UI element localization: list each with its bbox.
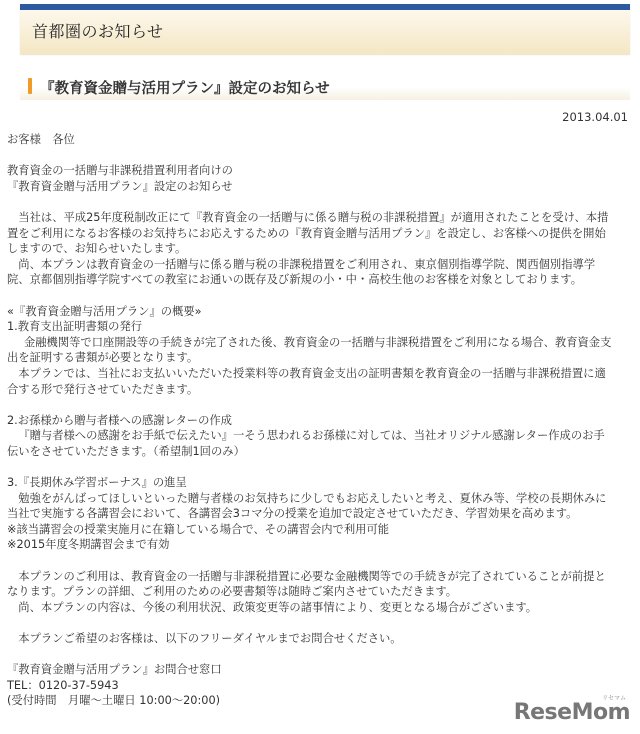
intro-line-1: 教育資金の一括贈与非課税措置利用者向けの bbox=[7, 164, 233, 178]
salutation: お客様 各位 bbox=[7, 133, 75, 146]
overview-title: «『教育資金贈与活用プラン』の概要» bbox=[7, 304, 202, 318]
watermark-ruby: リセマム bbox=[602, 695, 626, 702]
article-body bbox=[7, 132, 613, 709]
section-header bbox=[20, 4, 630, 54]
item-1-paragraph-1: 金融機関等で口座開設等の手続きが完了された後、教育資金の一括贈与非課税措置をご利用になる場合、教育資金支出を証明する書類が必要となります。 bbox=[7, 335, 612, 365]
item-1-paragraph-2: 本プランでは、当社にお支払いいただいた授業料等の教育資金支出の証明書類を教育資金の一括贈与非課税措置に適合する形で発行させていただきます。 bbox=[7, 366, 606, 396]
article-heading bbox=[20, 70, 630, 100]
item-2-title: 2.お孫様から贈与者様への感謝レターの作成 bbox=[7, 413, 232, 427]
contact-title: 『教育資金贈与活用プラン』お問合せ窓口 bbox=[7, 663, 222, 677]
contact-tel: TEL：0120-37-5943 bbox=[7, 678, 119, 692]
paragraph-4: 尚、本プランの内容は、今後の利用状況、政策変更等の諸事情により、変更となる場合がございます。 bbox=[18, 600, 538, 614]
item-2-paragraph-1: 『贈与者様への感謝をお手紙で伝えたい』一そう思われるお孫様に対しては、当社オリジナル感謝レター作成のお手伝いをさせていただきます。（希望制1回のみ） bbox=[7, 429, 605, 458]
item-3-paragraph-1: 勉強をがんばってほしいといった贈与者様のお気持ちに少しでもお応えしたいと考え、夏休み等、学校の長期休みに当社で実施する各講習会において、各講習会3コマ分の授業を追加で設定させていただき、学習効果を高めます。 bbox=[7, 491, 607, 521]
item-1-title: 1.教育支出証明書類の発行 bbox=[7, 320, 143, 334]
paragraph-3: 本プランのご利用は、教育資金の一括贈与非課税措置に必要な金融機関等での手続きが完了されていることが前提となります。プランの詳細、ご利用のための必要書類等は随時ご案内させていただきます。 bbox=[7, 569, 606, 599]
publish-date: 2013.04.01 bbox=[562, 110, 628, 124]
paragraph-2: 尚、本プランは教育資金の一括贈与に係る贈与税の非課税措置をご利用され、東京個別指導学院、関西個別指導学院、京都個別指導学院すべての教室にお通いの既存及び新規の小・中・高校生他のお客様を対象としております。 bbox=[7, 257, 596, 287]
accent-bar bbox=[28, 78, 32, 94]
notice-page bbox=[20, 4, 630, 124]
resemom-logo: ReseMom bbox=[513, 700, 630, 725]
section-title: 首都圏のお知らせ bbox=[32, 22, 164, 41]
article-title: 『教育資金贈与活用プラン』設定のお知らせ bbox=[40, 81, 330, 97]
intro-line-2: 『教育資金贈与活用プラン』設定のお知らせ bbox=[7, 179, 233, 193]
item-3-note-2: ※2015年度冬期講習会まで有効 bbox=[7, 538, 170, 552]
contact-hours: (受付時間 月曜～土曜日 10:00～20:00) bbox=[7, 694, 221, 708]
item-3-note-1: ※該当講習会の授業実施月に在籍している場合で、その講習会内で利用可能 bbox=[7, 522, 390, 536]
paragraph-1: 当社は、平成25年度税制改正にて『教育資金の一括贈与に係る贈与税の非課税措置』が適用されたことを受け、本措置をご利用になるお客様のお気持ちにお応えするための『教育資金贈与活用プラン』を設定し、お客様への提供を開始しますので、お知らせいたします。 bbox=[7, 210, 609, 256]
item-3-title: 3.『長期休み学習ボーナス』の進呈 bbox=[7, 476, 187, 490]
paragraph-5: 本プランご希望のお客様は、以下のフリーダイヤルまでお問合せください。 bbox=[18, 632, 402, 645]
